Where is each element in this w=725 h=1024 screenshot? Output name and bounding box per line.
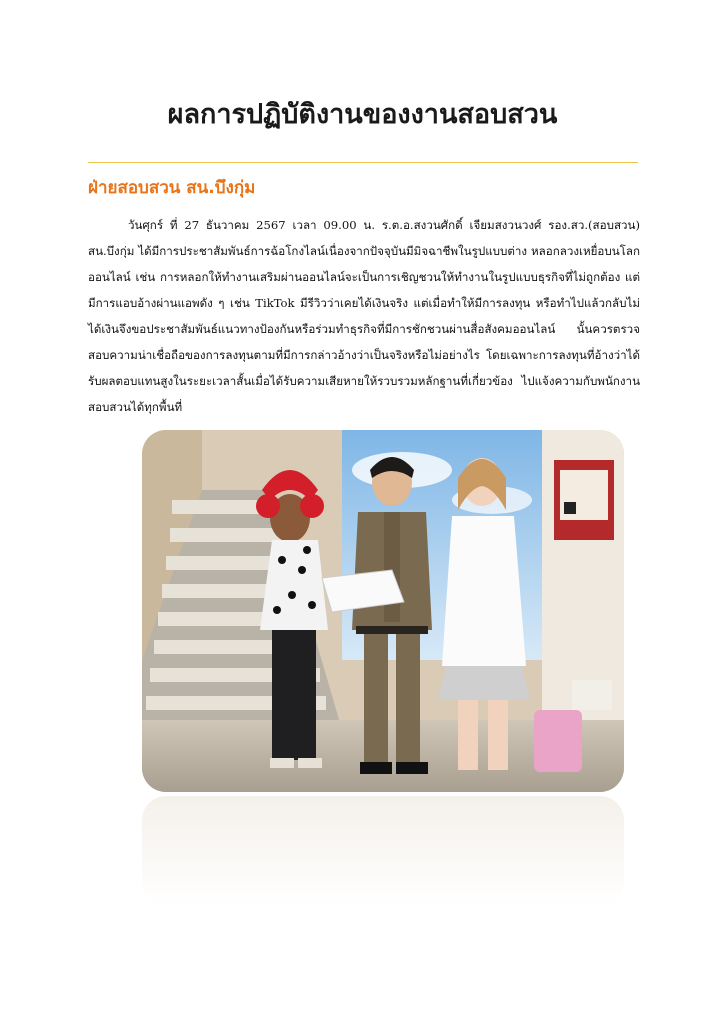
section-heading: ฝ่ายสอบสวน สน.บึงกุ่ม	[88, 178, 256, 198]
body-paragraph: วันศุกร์ ที่ 27 ธันวาคม 2567 เวลา 09.00 น. ร.ต.อ.สงวนศักดิ์ เจียมสงวนวงศ์ รอง.สว.(สอบสวน) สน.บึงกุ่ม ได้มีการประชาสัมพันธ์การฉ้อโกงไลน์เนื่องจากปัจจุบันมีมิจฉาชีพในรูปแบบต่าง หลอกลวงเหยื่อบนโลกออนไลน์ เช่น การหลอกให้ทำงานเสริมผ่านออนไลน์จะเป็นการเชิญชวนให้ทำงานในรูปแบบธุรกิจที่ไม่ถูกต้อง แต่มีการแอบอ้างผ่านแอพดัง ๆ เช่น TikTok มีรีวิวว่าเคยได้เงินจริง แต่เมื่อทำให้มีการลงทุน หรือทำไปแล้วกลับไม่ได้เงินจึงขอประชาสัมพันธ์แนวทางป้องกันหรือร่วมทำธุรกิจที่มีการชักชวนผ่านสื่อสังคมออนไลน์ นั้นควรตรวจสอบความน่าเชื่อถือของการลงทุนตามที่มีการกล่าวอ้างว่าเป็นจริงหรือไม่อย่างไร โดยเฉพาะการลงทุนที่อ้างว่าได้รับผลตอบแทนสูงในระยะเวลาสั้นเมื่อได้รับความเสียหายให้รวบรวมหลักฐานที่เกี่ยวข้อง ไปแจ้งความกับพนักงานสอบสวนได้ทุกพื้นที่	[88, 218, 640, 414]
page-title: ผลการปฏิบัติงานของงานสอบสวน	[167, 99, 558, 130]
photo-reflection	[142, 796, 624, 906]
pink-suitcase	[534, 710, 582, 772]
news-photo	[142, 430, 624, 792]
heading-divider	[88, 162, 638, 163]
photo-reflection-illustration	[142, 796, 624, 906]
photo-illustration	[142, 430, 624, 792]
